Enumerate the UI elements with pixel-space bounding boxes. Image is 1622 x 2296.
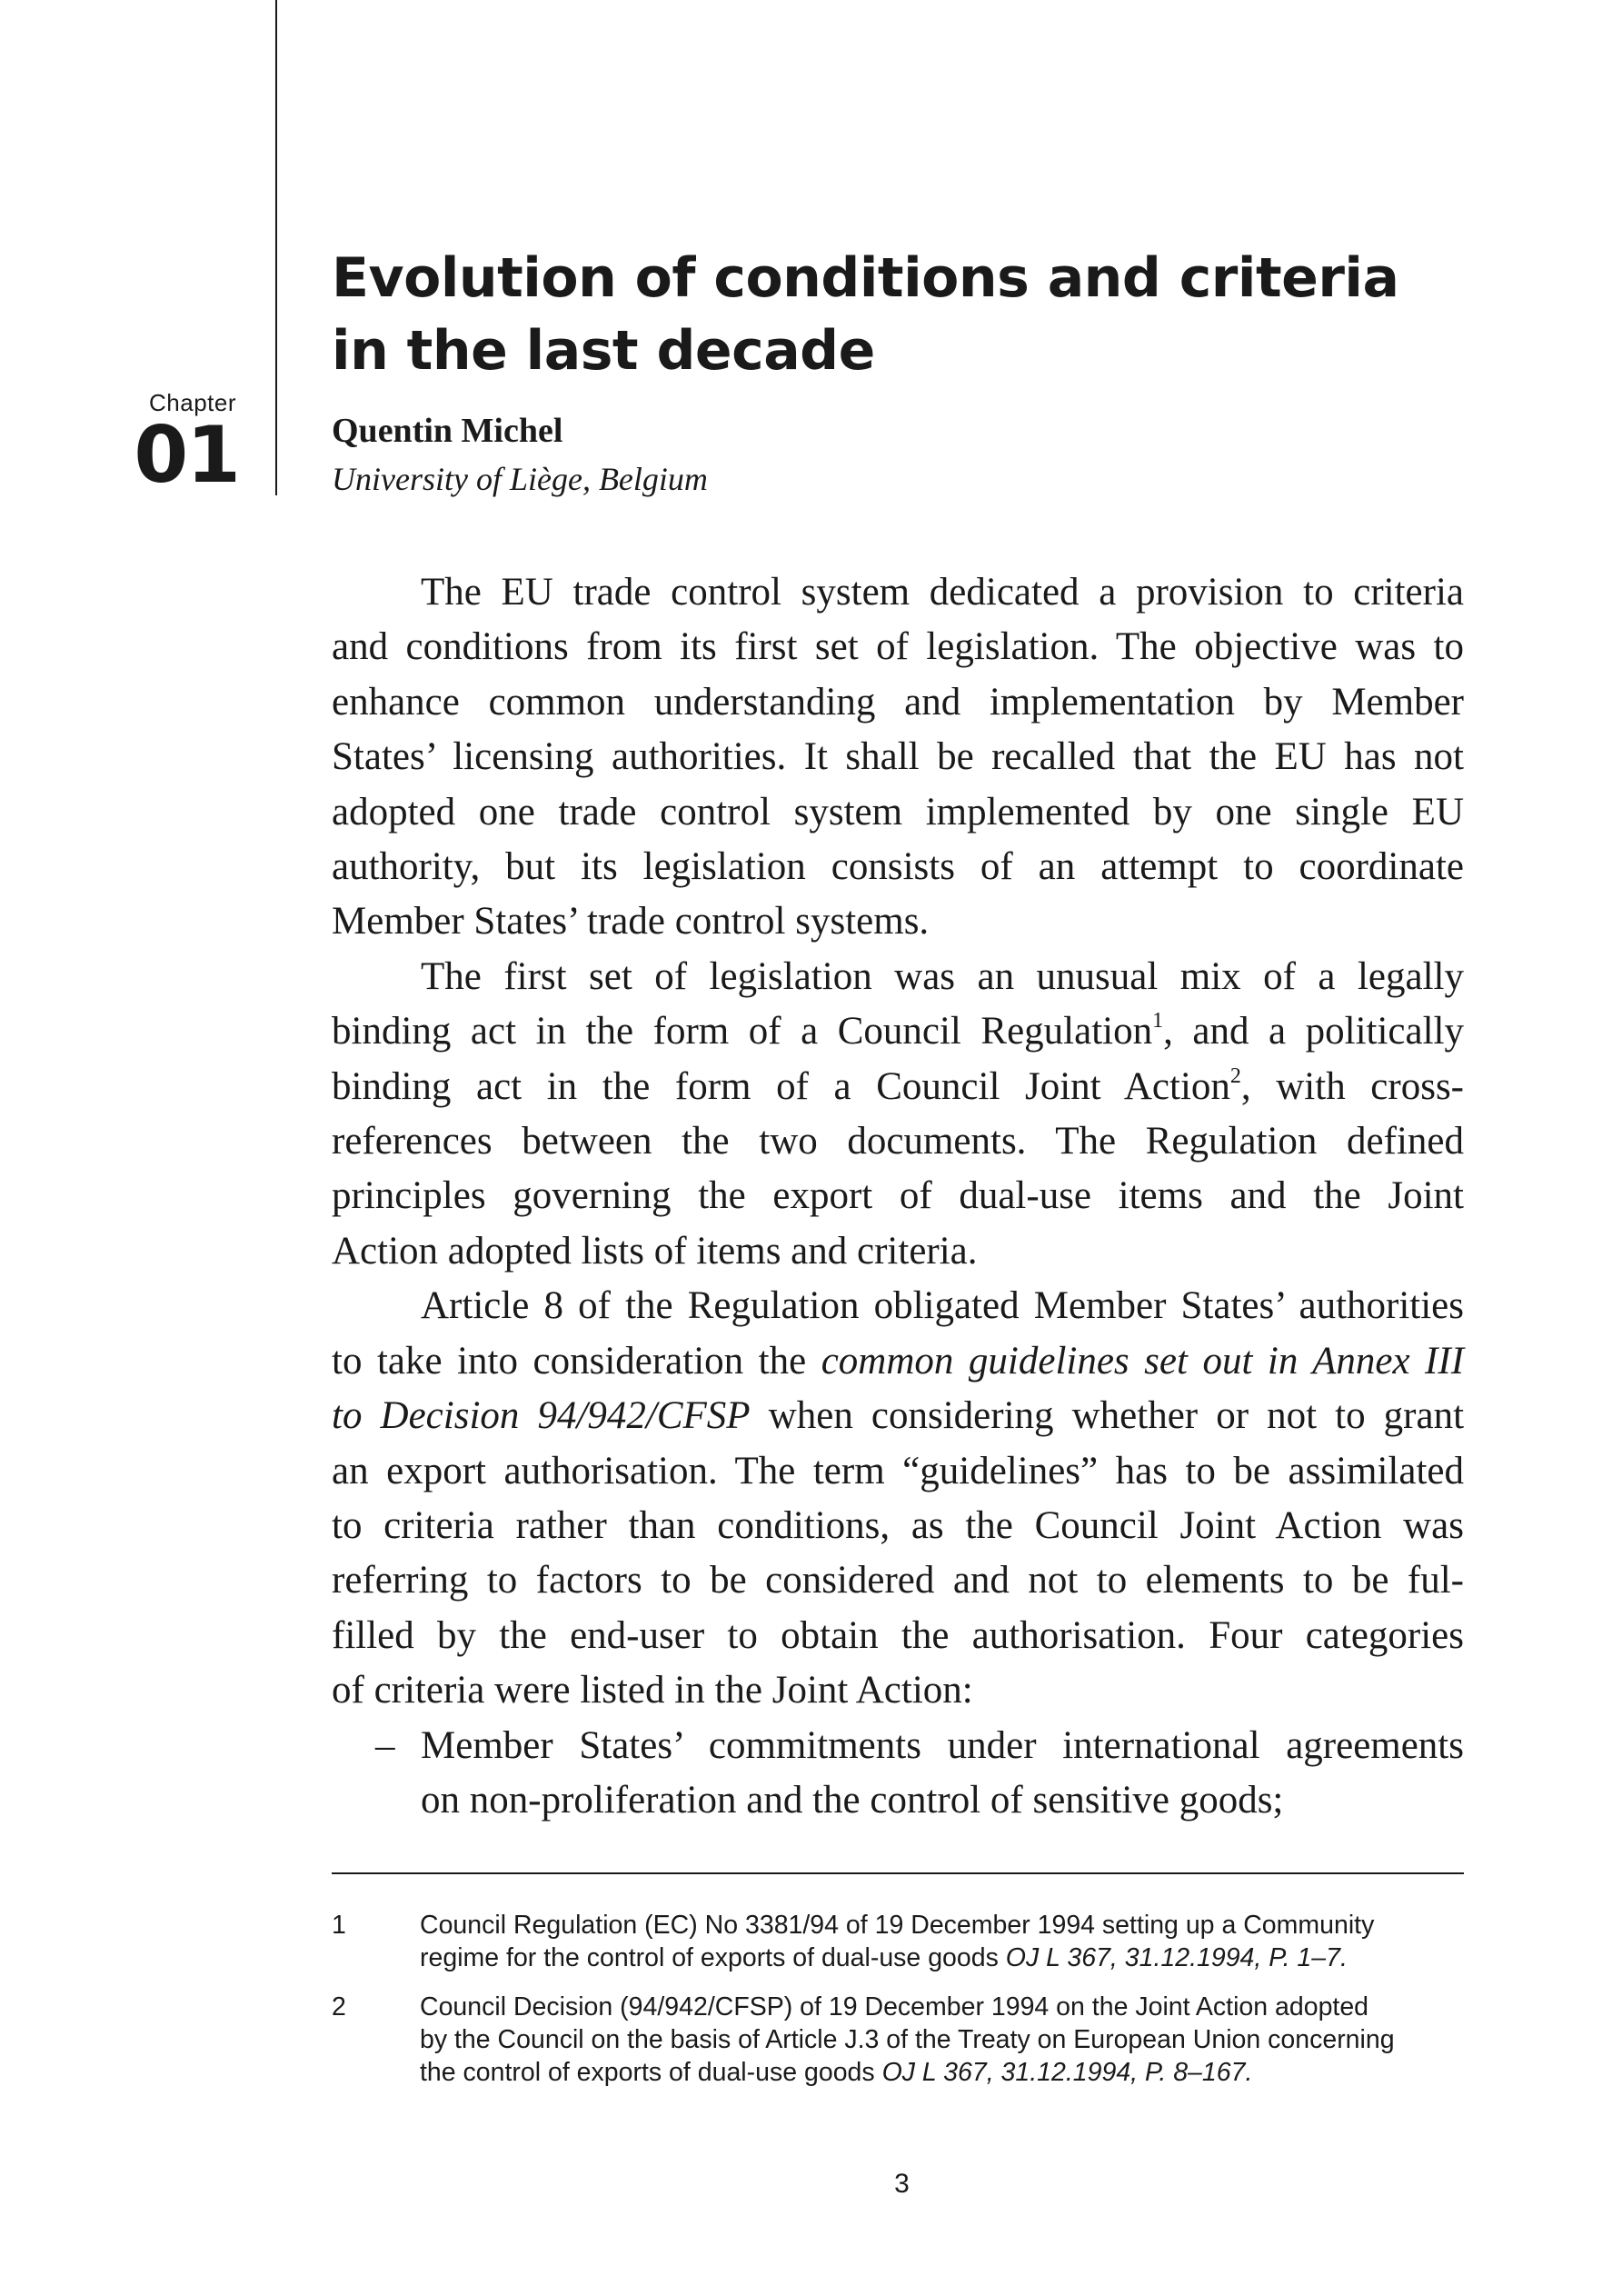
list-item [332,1719,1464,1829]
footnote-ref-2[interactable]: 2 [1229,1063,1241,1088]
chapter-title-line-2: in the last decade [332,319,875,383]
text-line: and conditions from its first set of legislation. The objective was to [332,625,1464,669]
footnote-line: the control of exports of dual-use goods OJ L 367, 31.12.1994, P. 8–167. [420,2058,1253,2087]
text-line: adopted one trade control system implemented by one single EU [332,790,1464,834]
footnote-separator [332,1872,1464,1874]
text-line: on non-proliferation and the control of sensitive goods; [421,1778,1284,1822]
footnote-ref-1[interactable]: 1 [1152,1009,1164,1033]
text-line: The EU trade control system dedicated a provision to criteria [421,571,1464,614]
list-dash: – [375,1723,395,1767]
text-line: Member States’ commitments under international agreements [421,1723,1464,1767]
chapter-divider-rule [275,0,277,495]
text-line: to criteria rather than conditions, as the Council Joint Action was [332,1503,1464,1547]
chapter-label: Chapter [149,389,236,416]
footnote-2 [332,1991,1464,2089]
footnote-number: 2 [332,1992,346,2021]
text-line: Action adopted lists of items and criteria. [332,1229,978,1273]
text-line: binding act in the form of a Council Regulation$^1$, and a politically [332,1009,1464,1053]
text-line: The first set of legislation was an unusual mix of a legally [421,954,1464,998]
footnote-line: Council Decision (94/942/CFSP) of 19 December 1994 on the Joint Action adopted [420,1992,1369,2021]
chapter-title-line-1: Evolution of conditions and criteria [332,246,1399,310]
footnote-line: Council Regulation (EC) No 3381/94 of 19 December 1994 setting up a Community [420,1911,1375,1940]
paragraph-3 [332,1279,1464,1718]
text-line: Article 8 of the Regulation obligated Member States’ authorities [421,1284,1464,1328]
paragraph-1 [332,565,1464,950]
footnote-line: regime for the control of exports of dual-use goods OJ L 367, 31.12.1994, P. 1–7. [420,1943,1348,1972]
chapter-title [332,242,1513,387]
text-line: principles governing the export of dual-use items and the Joint [332,1174,1464,1218]
footnote-line: by the Council on the basis of Article J.3 of the Treaty on European Union concerning [420,2025,1395,2054]
text-line: Member States’ trade control systems. [332,900,930,943]
text-line: referring to factors to be considered and not to elements to be ful- [332,1559,1464,1602]
page-number: 3 [894,2169,910,2199]
body-text [332,565,1464,1828]
text-line: filled by the end-user to obtain the authorisation. Four categories [332,1613,1464,1657]
text-line: an export authorisation. The term “guidelines” has to be assimilated [332,1449,1464,1492]
text-line: States’ licensing authorities. It shall be recalled that the EU has not [332,735,1464,779]
text-line: references between the two documents. The Regulation defined [332,1120,1464,1163]
text-line: of criteria were listed in the Joint Action: [332,1669,973,1712]
chapter-number: 01 [134,410,239,501]
author-affiliation: University of Liège, Belgium [332,461,708,497]
text-line: enhance common understanding and implementation by Member [332,680,1464,724]
paragraph-2 [332,950,1464,1279]
author-name: Quentin Michel [332,412,563,450]
footnotes [332,1909,1464,2105]
footnote-1 [332,1909,1464,1974]
text-line: binding act in the form of a Council Joint Action$^2$, with cross- [332,1063,1464,1108]
footnote-number: 1 [332,1911,346,1940]
text-line: to take into consideration the common guidelines set out in Annex III [332,1339,1465,1383]
text-line: to Decision 94/942/CFSP when considering whether or not to grant [332,1394,1465,1438]
text-line: authority, but its legislation consists of an attempt to coordinate [332,845,1464,889]
